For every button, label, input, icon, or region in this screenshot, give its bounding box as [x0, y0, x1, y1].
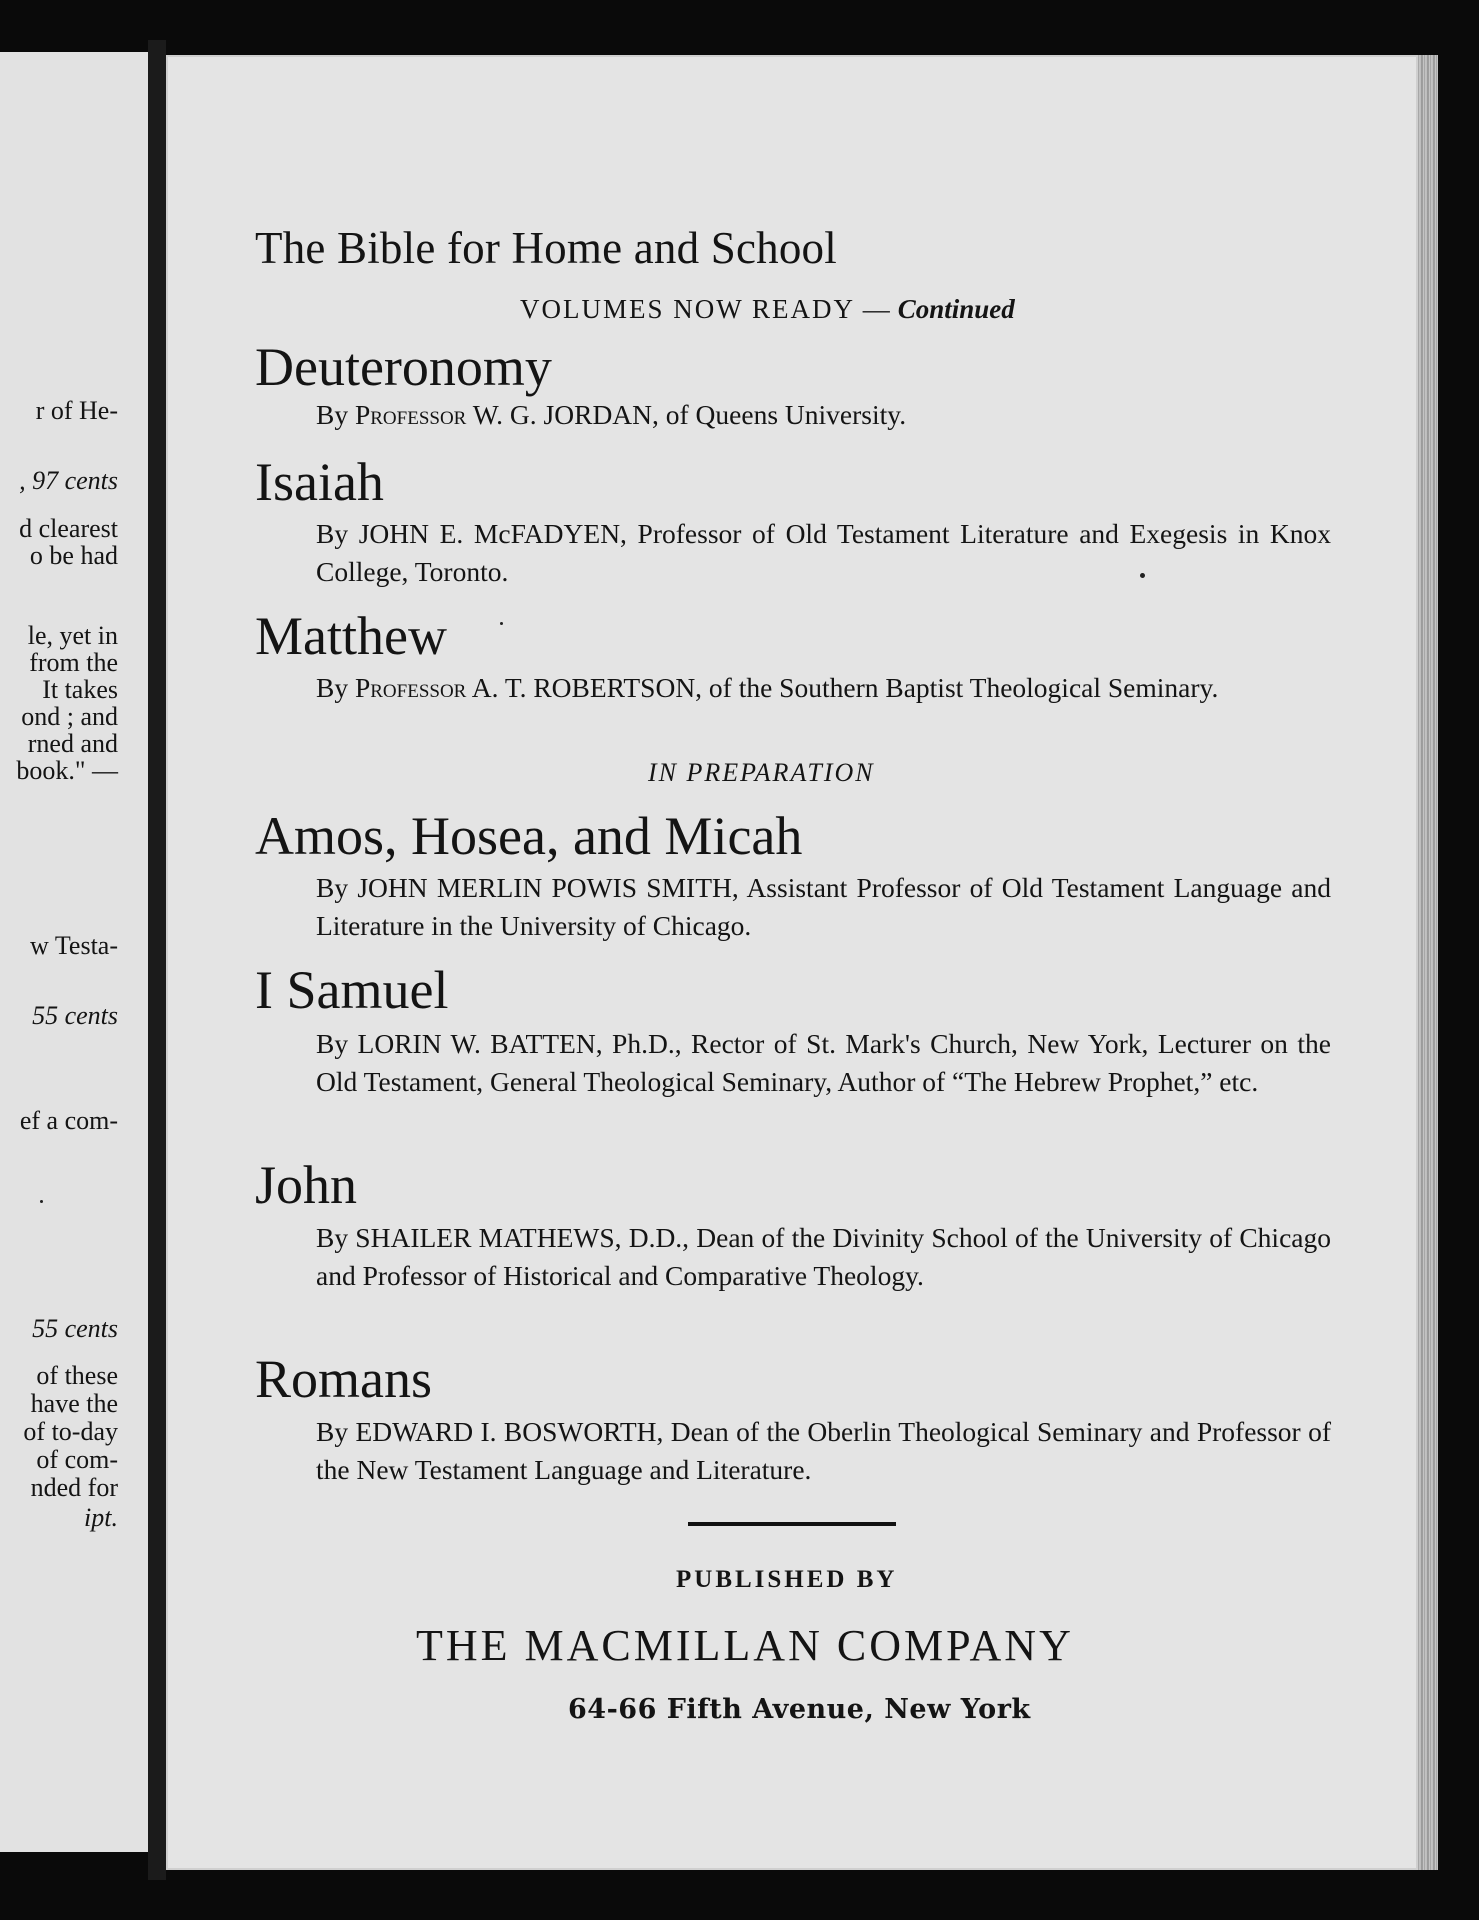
divider-rule	[688, 1522, 896, 1526]
book-description-i-samuel: By LORIN W. BATTEN, Ph.D., Rector of St. Mark's Church, New York, Lecturer on the Old Testament, General Theological Seminary, Author of “The Hebrew Prophet,” etc.	[316, 1028, 1331, 1097]
professor-label: Professor	[354, 672, 467, 703]
book-description-matthew: By Professor A. T. ROBERTSON, of the Southern Baptist Theological Seminary.	[316, 672, 1219, 703]
left-fragment: d clearest	[19, 514, 118, 543]
left-fragment: ef a com-	[19, 1106, 118, 1135]
book-description-amos-hosea-micah: By JOHN MERLIN POWIS SMITH, Assistant Professor of Old Testament Language and Literature in the University of Chicago.	[316, 872, 1331, 941]
book-description-isaiah: By JOHN E. McFADYEN, Professor of Old Testament Literature and Exegesis in Knox College, Toronto.	[316, 518, 1332, 587]
left-fragment: , 97 cents	[19, 466, 118, 495]
publisher-name: THE MACMILLAN COMPANY	[416, 1621, 1074, 1670]
scan-speck	[500, 622, 503, 625]
scan-speck	[1140, 573, 1145, 578]
left-partial-page	[0, 52, 148, 1852]
left-fragment: w Testa-	[30, 931, 118, 960]
volumes-now-ready-heading	[520, 294, 1015, 325]
professor-label: Professor	[354, 399, 467, 430]
book-title-deuteronomy: Deuteronomy	[255, 337, 552, 397]
book-title-isaiah: Isaiah	[255, 452, 384, 512]
scan-speck	[40, 1200, 43, 1203]
left-fragment: from the	[29, 648, 118, 677]
left-fragment: r of He-	[35, 396, 118, 425]
book-title-matthew: Matthew	[255, 606, 447, 666]
left-fragment: of these	[36, 1361, 118, 1390]
left-fragment: ond ; and	[21, 702, 118, 731]
book-description-romans: By EDWARD I. BOSWORTH, Dean of the Oberlin Theological Seminary and Professor of the New Testament Language and Literature.	[316, 1416, 1331, 1485]
left-fragment: have the	[30, 1389, 118, 1418]
left-fragment: le, yet in	[27, 621, 118, 650]
publisher-address: 64-66 Fifth Avenue, New York	[568, 1694, 1031, 1725]
left-fragment: nded for	[30, 1473, 118, 1502]
left-fragment: 55 cents	[32, 1314, 118, 1343]
volumes-label: VOLUMES NOW READY —	[520, 294, 892, 324]
left-fragment: 55 cents	[32, 1001, 118, 1030]
published-by-label: PUBLISHED BY	[676, 1566, 898, 1593]
left-fragment: book." —	[16, 756, 118, 785]
left-fragment: rned and	[27, 729, 118, 758]
series-title: The Bible for Home and School	[255, 223, 837, 273]
book-title-amos-hosea-micah: Amos, Hosea, and Micah	[255, 806, 803, 866]
left-fragment: It takes	[42, 675, 118, 704]
left-fragment: ipt.	[84, 1503, 118, 1532]
book-title-romans: Romans	[255, 1349, 433, 1409]
book-description-john: By SHAILER MATHEWS, D.D., Dean of the Divinity School of the University of Chicago and Professor of Historical and Comparative Theology.	[316, 1222, 1331, 1291]
left-fragment: of com-	[36, 1445, 118, 1474]
book-description-deuteronomy: By Professor W. G. JORDAN, of Queens University.	[316, 399, 907, 430]
book-title-john: John	[255, 1155, 358, 1215]
in-preparation-heading: IN PREPARATION	[648, 758, 875, 787]
left-fragment: of to-day	[23, 1417, 118, 1446]
left-fragment: o be had	[29, 541, 118, 570]
book-title-i-samuel: I Samuel	[255, 960, 449, 1020]
page-edge	[1418, 55, 1438, 1870]
page-gutter	[148, 40, 166, 1880]
continued-label: Continued	[897, 294, 1015, 324]
